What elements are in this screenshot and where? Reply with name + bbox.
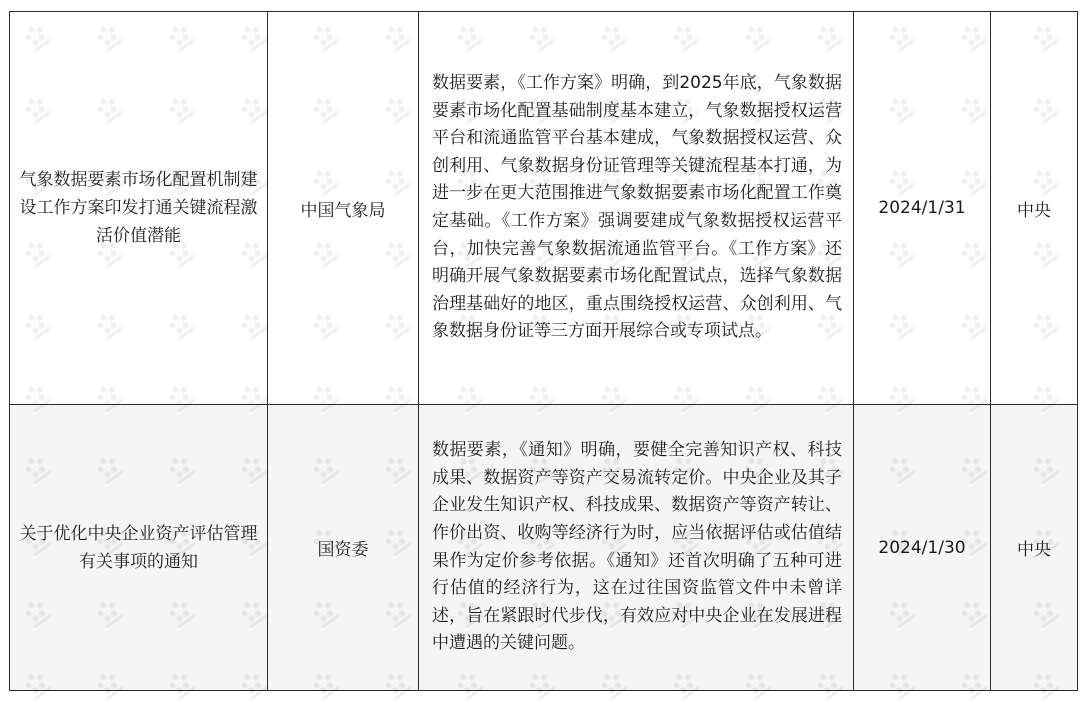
- policy-title-cell: [10, 12, 268, 405]
- issue-date: 2024/1/30: [878, 537, 966, 558]
- table-row: [10, 405, 1078, 691]
- issue-date-cell: [854, 405, 991, 691]
- issuing-org: 国资委: [317, 540, 369, 560]
- policy-title-cell: [10, 405, 268, 691]
- policy-content-cell: [419, 405, 854, 691]
- policy-level: 中央: [1017, 200, 1051, 221]
- policy-table: [9, 11, 1078, 691]
- issuing-org: 中国气象局: [300, 200, 386, 221]
- table-row: [10, 12, 1078, 405]
- policy-content-cell: [419, 12, 854, 405]
- policy-level: 中央: [1017, 540, 1051, 560]
- issue-date-cell: [854, 12, 991, 405]
- policy-title: 关于优化中央企业资产评估管理有关事项的通知: [19, 523, 258, 572]
- policy-content: 数据要素，《工作方案》明确，到2025年底，气象数据要素市场化配置基础制度基本建立，气象数据授权运营平台和流通监管平台基本建成，气象数据授权运营、众创利用、气象数据身份证管理等关键流程基本打通，为进一步在更大范围推进气象数据要素市场化配置工作奠定基础。《工作方案》强调要建成气象数据授权运营平台，加快完善气象数据流通监管平台。《工作方案》还明确开展气象数据要素市场化配置试点，选择气象数据治理基础好的地区，重点围绕授权运营、众创利用、气象数据身份证等三方面开展综合或专项试点。: [432, 73, 842, 342]
- level-cell: [991, 12, 1078, 405]
- issue-date: 2024/1/31: [878, 198, 966, 218]
- policy-title: 气象数据要素市场化配置机制建设工作方案印发打通关键流程激活价值潜能: [19, 170, 258, 246]
- issuing-org-cell: [268, 12, 419, 405]
- issuing-org-cell: [268, 405, 419, 691]
- policy-content: 数据要素，《通知》明确，要健全完善知识产权、科技成果、数据资产等资产交易流转定价。中央企业及其子企业发生知识产权、科技成果、数据资产等资产转让、作价出资、收购等经济行为时，应当依据评估或估值结果作为定价参考依据。《通知》还首次明确了五种可进行估值的经济行为，这在过往国资监管文件中未曾详述，旨在紧跟时代步伐，有效应对中央企业在发展进程中遭遇的关键问题。: [432, 440, 842, 654]
- level-cell: [991, 405, 1078, 691]
